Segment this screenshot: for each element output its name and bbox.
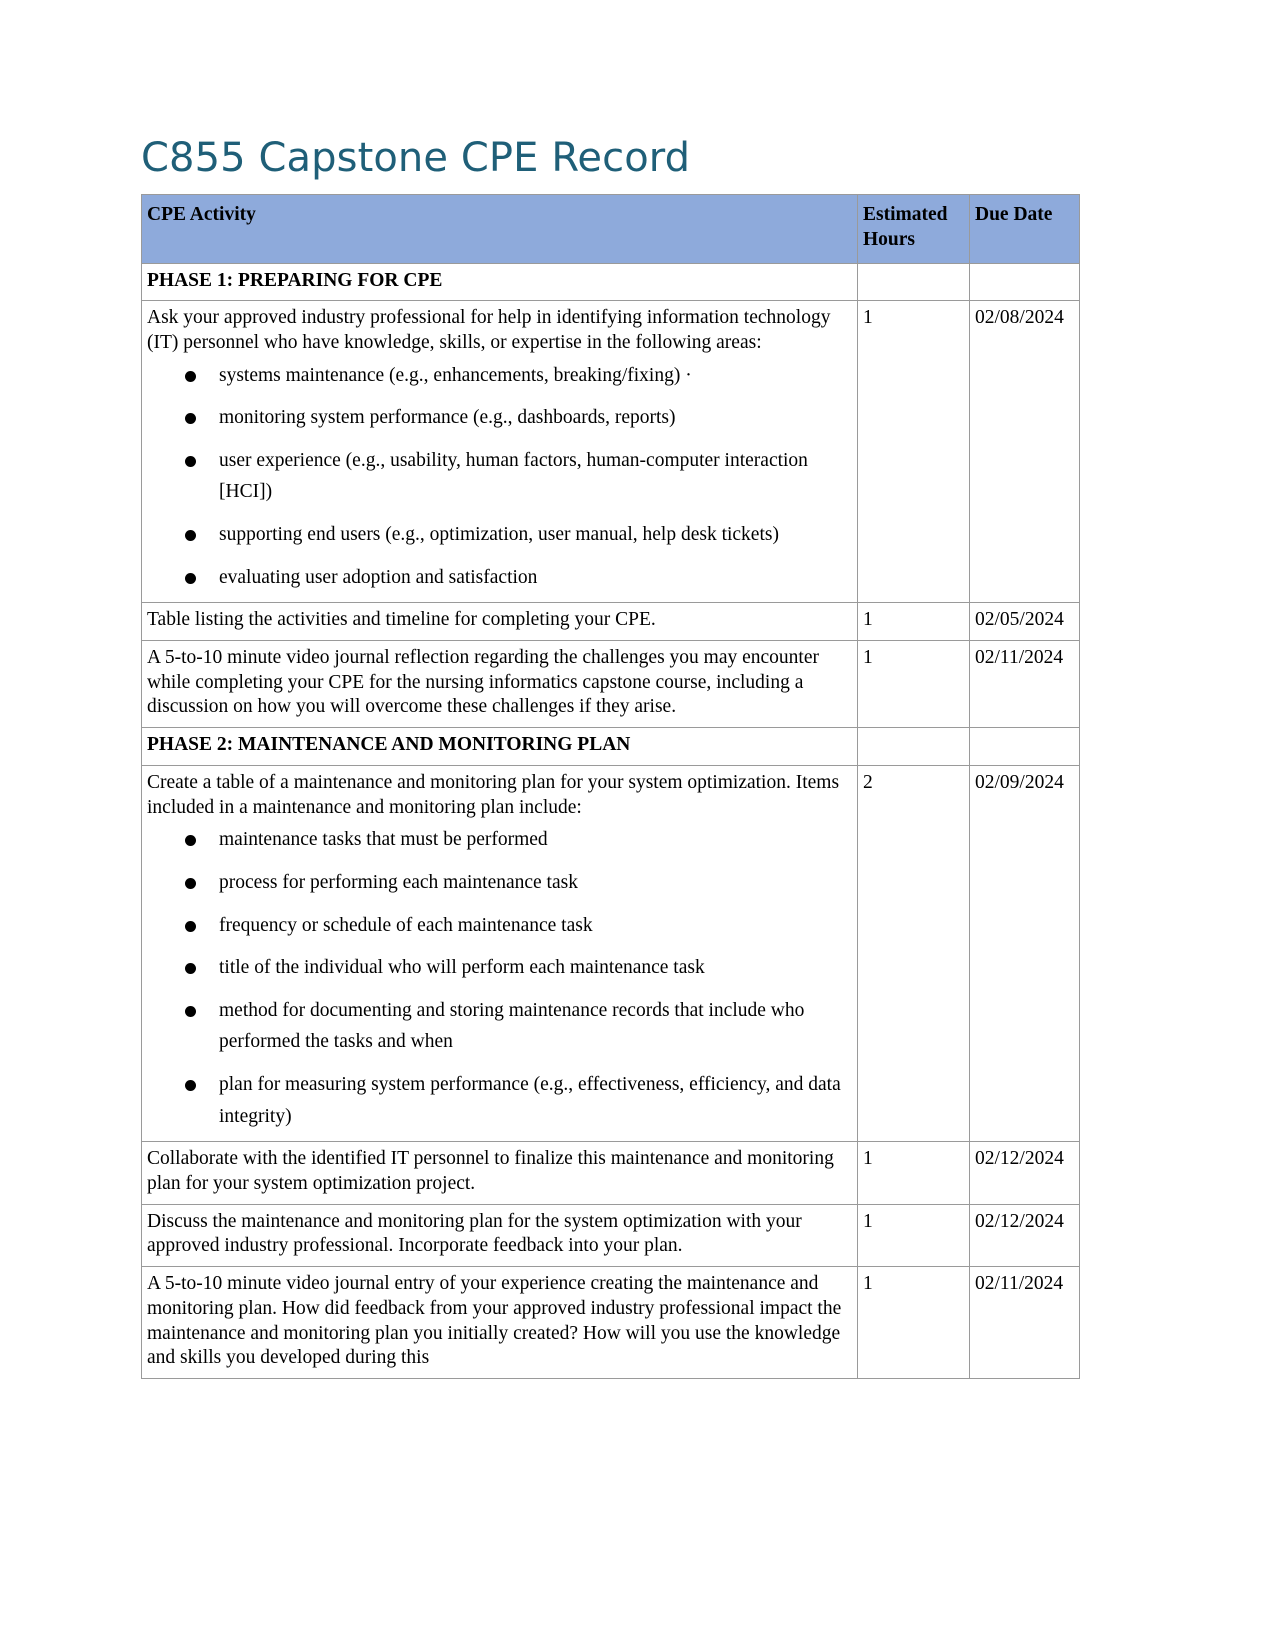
estimated-hours-cell: 1 xyxy=(858,1142,970,1205)
list-item: frequency or schedule of each maintenance task xyxy=(147,910,852,942)
activity-cell xyxy=(142,1142,858,1205)
list-item: plan for measuring system performance (e.g., effectiveness, efficiency, and data integrity) xyxy=(147,1069,852,1132)
estimated-hours-cell: 1 xyxy=(858,640,970,727)
due-date-cell xyxy=(970,728,1080,766)
phase-heading-cell xyxy=(142,263,858,301)
cpe-record-table xyxy=(141,194,1080,1379)
activity-bullet-list xyxy=(147,360,852,593)
list-item: method for documenting and storing maintenance records that include who performed the tasks and when xyxy=(147,995,852,1058)
estimated-hours-cell: 2 xyxy=(858,765,970,1141)
activity-bullet-list xyxy=(147,824,852,1132)
activity-text: Create a table of a maintenance and monitoring plan for your system optimization. Items included in a maintenance and monitoring plan include: xyxy=(147,771,840,818)
due-date-cell xyxy=(970,263,1080,301)
due-date-cell: 02/08/2024 xyxy=(970,301,1080,603)
activity-cell xyxy=(142,603,858,641)
table-row xyxy=(142,640,1080,727)
activity-cell xyxy=(142,640,858,727)
activity-text: Collaborate with the identified IT personnel to finalize this maintenance and monitoring plan for your system optimization project. xyxy=(147,1148,834,1194)
list-item: evaluating user adoption and satisfaction xyxy=(147,562,852,594)
due-date-cell: 02/09/2024 xyxy=(970,765,1080,1141)
list-item: supporting end users (e.g., optimization, user manual, help desk tickets) xyxy=(147,519,852,551)
activity-cell xyxy=(142,1267,858,1379)
due-date-cell: 02/05/2024 xyxy=(970,603,1080,641)
list-item: monitoring system performance (e.g., dashboards, reports) xyxy=(147,402,852,434)
table-row xyxy=(142,1142,1080,1205)
estimated-hours-cell xyxy=(858,263,970,301)
phase-heading-row xyxy=(142,728,1080,766)
column-header-cpe-activity: CPE Activity xyxy=(142,195,858,264)
due-date-cell: 02/11/2024 xyxy=(970,1267,1080,1379)
activity-text: A 5-to-10 minute video journal entry of your experience creating the maintenance and monitoring plan. How did feedback from your approved industry professional impact the maintenance and monitoring plan you initially created? How will you use the knowledge and skills you developed during this xyxy=(147,1273,842,1369)
estimated-hours-cell: 1 xyxy=(858,1204,970,1267)
table-row xyxy=(142,765,1080,1141)
estimated-hours-cell: 1 xyxy=(858,301,970,603)
due-date-cell: 02/12/2024 xyxy=(970,1142,1080,1205)
activity-text: Ask your approved industry professional for help in identifying information technology (IT) personnel who have knowledge, skills, or expertise in the following areas: xyxy=(147,307,831,353)
column-header-estimated-hours: Estimated Hours xyxy=(858,195,970,264)
estimated-hours-cell: 1 xyxy=(858,1267,970,1379)
list-item: user experience (e.g., usability, human factors, human-computer interaction [HCI]) xyxy=(147,445,852,508)
list-item: title of the individual who will perform each maintenance task xyxy=(147,952,852,984)
phase-heading-text: PHASE 1: PREPARING FOR CPE xyxy=(147,269,443,291)
list-item: process for performing each maintenance task xyxy=(147,867,852,899)
table-row xyxy=(142,603,1080,641)
column-header-due-date: Due Date xyxy=(970,195,1080,264)
table-row xyxy=(142,1267,1080,1379)
page-title: C855 Capstone CPE Record xyxy=(141,135,691,181)
table-body xyxy=(142,263,1080,1379)
due-date-cell: 02/12/2024 xyxy=(970,1204,1080,1267)
phase-heading-cell xyxy=(142,728,858,766)
list-item: maintenance tasks that must be performed xyxy=(147,824,852,856)
activity-cell xyxy=(142,1204,858,1267)
phase-heading-row xyxy=(142,263,1080,301)
table-header xyxy=(142,195,1080,264)
activity-text: Table listing the activities and timeline for completing your CPE. xyxy=(147,609,656,631)
estimated-hours-cell xyxy=(858,728,970,766)
activity-cell xyxy=(142,765,858,1141)
list-item: systems maintenance (e.g., enhancements, breaking/fixing) · xyxy=(147,360,852,392)
phase-heading-text: PHASE 2: MAINTENANCE AND MONITORING PLAN xyxy=(147,734,631,756)
activity-text: A 5-to-10 minute video journal reflection regarding the challenges you may encounter while completing your CPE for the nursing informatics capstone course, including a discussion on how you will overcome these challenges if they arise. xyxy=(147,646,819,718)
table-row xyxy=(142,1204,1080,1267)
table-row xyxy=(142,301,1080,603)
activity-text: Discuss the maintenance and monitoring plan for the system optimization with your approved industry professional. Incorporate feedback into your plan. xyxy=(147,1210,802,1257)
activity-cell xyxy=(142,301,858,603)
estimated-hours-cell: 1 xyxy=(858,603,970,641)
table-header-row xyxy=(142,195,1080,264)
due-date-cell: 02/11/2024 xyxy=(970,640,1080,727)
